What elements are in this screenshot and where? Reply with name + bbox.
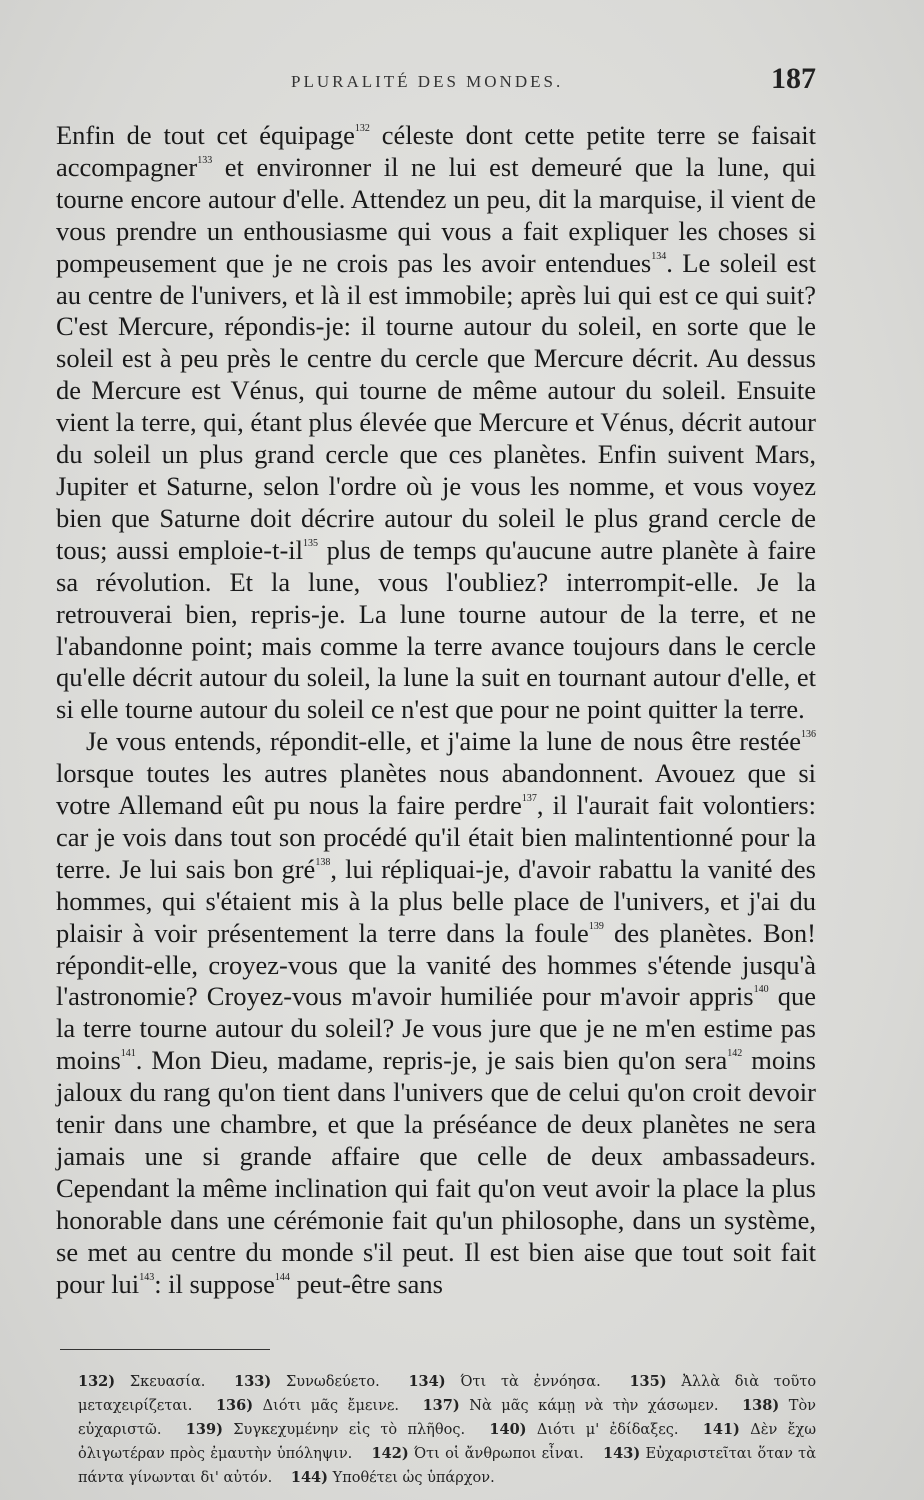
footnote-marker[interactable]: 144 [274, 1271, 290, 1283]
footnote [489, 1422, 678, 1438]
footnotes [56, 1370, 816, 1490]
text-run: que la terre tourne autour du soleil? Je vous jure que je ne m'en estime pas moins [56, 981, 817, 1076]
footnote-marker[interactable]: 135 [303, 537, 318, 549]
footnote-marker[interactable]: 139 [588, 920, 604, 932]
text-run: et environner il ne lui est demeuré que la lune, qui tourne encore autour d'elle. Attendez un peu, dit la marquise, il vient de vous prendre un enthousiasme qui vous a fait expliquer les choses si pompeusement que je ne crois pas les avoir entendues [56, 151, 816, 278]
footnote-marker[interactable]: 134 [651, 250, 667, 262]
footnote-text: Συγκεχυμένην εἰς τὸ πλῆθος. [233, 1421, 466, 1438]
footnote-text: Δὲν ἔχω ὀλιγωτέραν πρὸς ἐμαυτὴν ὑπόληψιν. [78, 1421, 817, 1462]
footnote-marker[interactable]: 132 [354, 123, 370, 134]
body-text [56, 120, 816, 1301]
footnote [216, 1398, 399, 1414]
footnote-number: 136) [215, 1396, 254, 1414]
footnote [234, 1374, 380, 1390]
text-run: . Mon Dieu, madame, repris-je, je sais bien qu'on sera [135, 1045, 728, 1076]
footnote-marker[interactable]: 133 [197, 154, 213, 166]
text-run: des planètes. Bon! répondit-elle, croyez-vous que la vanité des hommes s'étende jusqu'à l'astronomie? Croyez-vous m'avoir humiliée pour m'avoir appris [56, 917, 816, 1012]
footnote-number: 138) [742, 1396, 780, 1414]
footnote [78, 1374, 205, 1390]
text-run: Enfin de tout cet équipage [56, 120, 355, 150]
footnote-number: 133) [234, 1372, 272, 1390]
footnote-marker[interactable]: 142 [727, 1048, 743, 1060]
page-number: 187 [771, 62, 816, 95]
footnote [186, 1422, 465, 1438]
footnote-number: 139) [185, 1420, 223, 1438]
footnote-text: Νὰ μᾶς κάμῃ νὰ τὴν χάσωμεν. [469, 1397, 719, 1414]
footnote [423, 1398, 719, 1414]
footnote-marker[interactable]: 137 [521, 793, 537, 805]
footnote-text: Διότι μ' ἐδίδαξες. [536, 1421, 679, 1438]
footnote-text: Τὸν εὐχαριστῶ. [78, 1397, 816, 1438]
text-run: céleste dont cette petite terre se faisait accompagner [56, 120, 816, 182]
text-run: . Le soleil est au centre de l'univers, et là il est immobile; après lui qui est ce qui suit? C'est Mercure, répondis-je: il tourne autour du soleil, en sorte que le soleil est à peu près le centre du cercle que Mercure décrit. Au dessus de Mercure est Vénus, qui tourne de même autour du soleil. Ensuite vient la terre, qui, étant plus élevée que Mercure et Vénus, décrit autour du soleil un plus grand cercle que ces planètes. Enfin suivent Mars, Jupiter et Saturne, selon l'ordre où je vous les nomme, et vous voyez bien que Saturne doit décrire autour du soleil le plus grand cercle de tous; aussi emploie-t-il [56, 247, 816, 565]
footnote-number: 134) [408, 1372, 446, 1390]
footnote-number: 132) [78, 1372, 116, 1390]
footnote-marker[interactable]: 143 [139, 1271, 155, 1283]
running-title: PLURALITÉ DES MONDES. [291, 72, 564, 91]
footnote-text: Εὐχαριστεῖται ὅταν τὰ πάντα γίνωνται δι' αὐτόν. [78, 1445, 816, 1486]
footnote-number: 144) [290, 1468, 329, 1486]
footnote-marker[interactable]: 140 [753, 984, 769, 996]
page-header [56, 60, 816, 110]
footnote-number: 143) [603, 1444, 641, 1462]
footnote [372, 1446, 584, 1462]
paragraph-2 [56, 726, 816, 1300]
footnote-number: 141) [702, 1420, 740, 1438]
text-run: lorsque toutes les autres planètes nous abandonnent. Avouez que si votre Allemand eût pu nous la faire perdre [56, 758, 816, 821]
footnote-number: 142) [371, 1444, 409, 1462]
text-run: , lui répliquai-je, d'avoir rabattu la vanité des hommes, qui s'étaient mis à la plus belle place de l'univers, et j'ai du plaisir à voir présentement la terre dans la foule [56, 853, 816, 948]
text-run: , il l'aurait fait volontiers: car je vois dans tout son procédé qu'il était bien malintentionné pour la terre. Je lui sais bon gré [56, 790, 816, 884]
footnote-rule [60, 1349, 270, 1350]
text-run: Je vous entends, répondit-elle, et j'aime la lune de nous être restée [86, 726, 801, 757]
text-run: peut-être sans [289, 1268, 443, 1299]
footnote [291, 1470, 495, 1486]
text-run: plus de temps qu'aucune autre planète à faire sa révolution. Et la lune, vous l'oubliez? interrompit-elle. Je la retrouverai bien, repris-je. La lune tourne autour de la terre, et ne l'abandonne point; mais comme la terre avance toujours dans le cercle qu'elle décrit autour du soleil, la lune la suit en tournant autour d'elle, et si elle tourne autour du soleil ce n'est que pour ne point quitter la terre. [56, 534, 816, 725]
footnote-marker[interactable]: 141 [120, 1048, 136, 1060]
text-run: moins jaloux du rang qu'on tient dans l'univers que de celui qu'on croit devoir tenir dans une chambre, et que la préséance de deux planètes ne sera jamais une si grande affaire que celle de deux ambassadeurs. Cependant la même inclination qui fait qu'on veut avoir la place la plus honorable dans une cérémonie fait qu'un philosophe, dans un système, se met au centre du monde s'il peut. Il est bien aise que tout soit fait pour lui [56, 1045, 816, 1299]
footnote-marker[interactable]: 138 [315, 856, 331, 868]
text-run: : il suppose [154, 1268, 275, 1299]
footnote-text: Ἀλλὰ διὰ τοῦτο μεταχειρίζεται. [78, 1373, 817, 1414]
footnote-marker[interactable]: 136 [801, 729, 816, 741]
footnote-text: Ότι τὰ ἐννόησα. [460, 1373, 601, 1390]
footnote-text: Ότι οἱ ἄνθρωποι εἶναι. [413, 1445, 584, 1462]
footnote-text: Διότι μᾶς ἔμεινε. [262, 1397, 400, 1414]
footnote-number: 135) [629, 1372, 667, 1390]
footnote-text: Σκευασία. [129, 1373, 206, 1390]
footnote [408, 1374, 600, 1390]
footnote-number: 137) [422, 1396, 460, 1414]
paragraph-1 [56, 120, 816, 726]
footnote-text: Συνωδεύετο. [286, 1373, 380, 1390]
footnote-number: 140) [489, 1420, 527, 1438]
footnote-text: Υποθέτει ὡς ὑπάρχον. [332, 1469, 495, 1486]
